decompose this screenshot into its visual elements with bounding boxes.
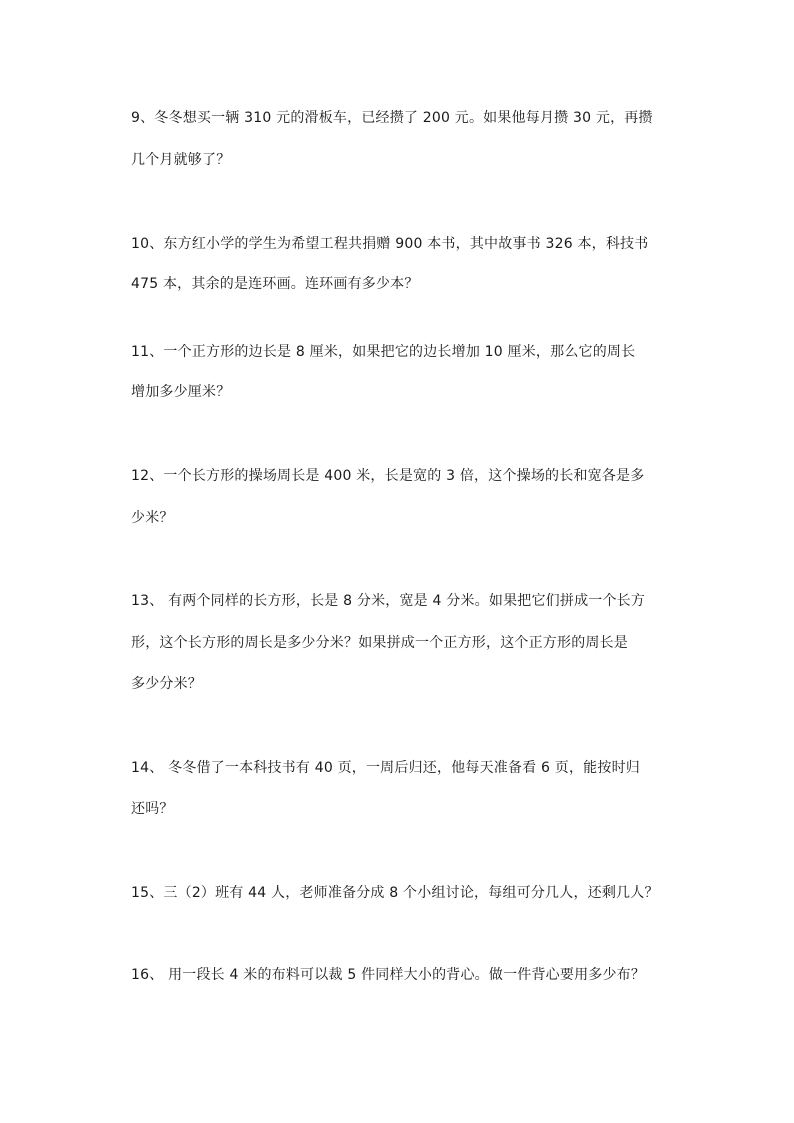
problem-line: 还吗？	[131, 801, 174, 817]
problem-line: 15、三（2）班有 44 人，老师准备分成 8 个小组讨论，每组可分几人，还剩几人？	[131, 885, 659, 901]
problem-line: 9、冬冬想买一辆 310 元的滑板车，已经攒了 200 元。如果他每月攒 30 元，再攒	[131, 110, 653, 126]
problem-line: 12、一个长方形的操场周长是 400 米，长是宽的 3 倍，这个操场的长和宽各是多	[131, 468, 645, 484]
problem-line: 14、 冬冬借了一本科技书有 40 页，一周后归还，他每天准备看 6 页，能按时归	[131, 760, 640, 776]
problem-line: 13、 有两个同样的长方形，长是 8 分米，宽是 4 分米。如果把它们拼成一个长方	[131, 593, 646, 609]
problem-line: 11、一个正方形的边长是 8 厘米，如果把它的边长增加 10 厘米，那么它的周长	[131, 344, 636, 360]
problem-line: 增加多少厘米？	[131, 384, 231, 400]
problem-line: 16、 用一段长 4 米的布料可以裁 5 件同样大小的背心。做一件背心要用多少布？	[131, 967, 646, 983]
problem-line: 10、东方红小学的学生为希望工程共捐赠 900 本书，其中故事书 326 本，科技书	[131, 236, 649, 252]
problem-line: 多少分米？	[131, 676, 202, 692]
problem-line: 少米？	[131, 510, 174, 526]
problem-line: 形，这个长方形的周长是多少分米？如果拼成一个正方形，这个正方形的周长是	[131, 635, 628, 651]
problem-line: 几个月就够了？	[131, 152, 231, 168]
problem-line: 475 本，其余的是连环画。连环画有多少本？	[131, 276, 419, 292]
